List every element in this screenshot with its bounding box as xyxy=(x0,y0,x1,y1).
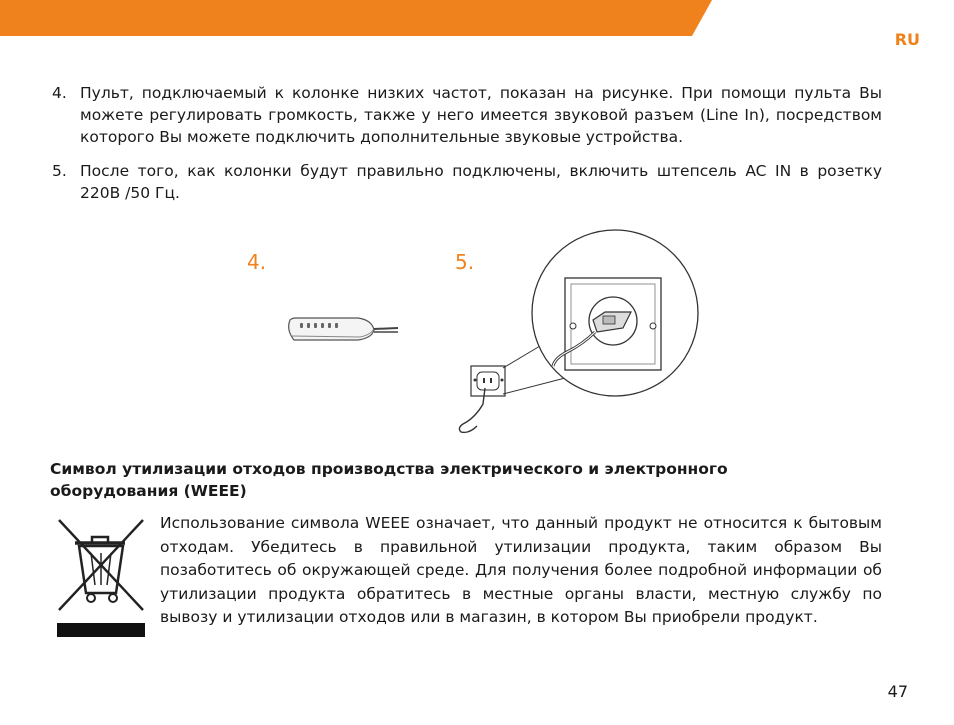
instruction-text: Пульт, подключаемый к колонке низких частот, показан на рисунке. При помощи пульта Вы можете регулировать громкость, также у него имеется звуковой разъем (Line In), посредством которого Вы можете подключить дополнительные звуковые устройства. xyxy=(80,84,882,146)
instruction-list xyxy=(52,82,882,216)
instruction-item xyxy=(52,160,882,204)
language-badge: RU xyxy=(894,30,920,49)
figure-label-4: 4. xyxy=(247,250,267,274)
instruction-text: После того, как колонки будут правильно подключены, включить штепсель AC IN в розетку 220В /50 Гц. xyxy=(80,162,882,202)
figure-label-5: 5. xyxy=(455,250,475,274)
instruction-number: 4. xyxy=(52,84,67,102)
instruction-item xyxy=(52,82,882,148)
remote-control-illustration xyxy=(280,300,400,360)
page-number: 47 xyxy=(887,682,908,701)
weee-description: Использование символа WEEE означает, что данный продукт не относится к бытовым отходам. Убедитесь в правильной утилизации продукта, таким образом Вы позаботитесь об окружающей среде. Для получения более подробной информации об утилизации продукта обратитесь в местные органы власти, местную службу по вывозу и утилизации отходов или в магазин, в котором Вы приобрели продукт. xyxy=(160,514,882,627)
weee-crossed-bin-icon xyxy=(55,515,147,640)
header-band xyxy=(0,0,954,40)
instruction-number: 5. xyxy=(52,162,67,180)
wall-socket-illustration xyxy=(455,228,700,438)
weee-section-title: Символ утилизации отходов производства электрического и электронного оборудования (WEEE) xyxy=(50,460,728,500)
